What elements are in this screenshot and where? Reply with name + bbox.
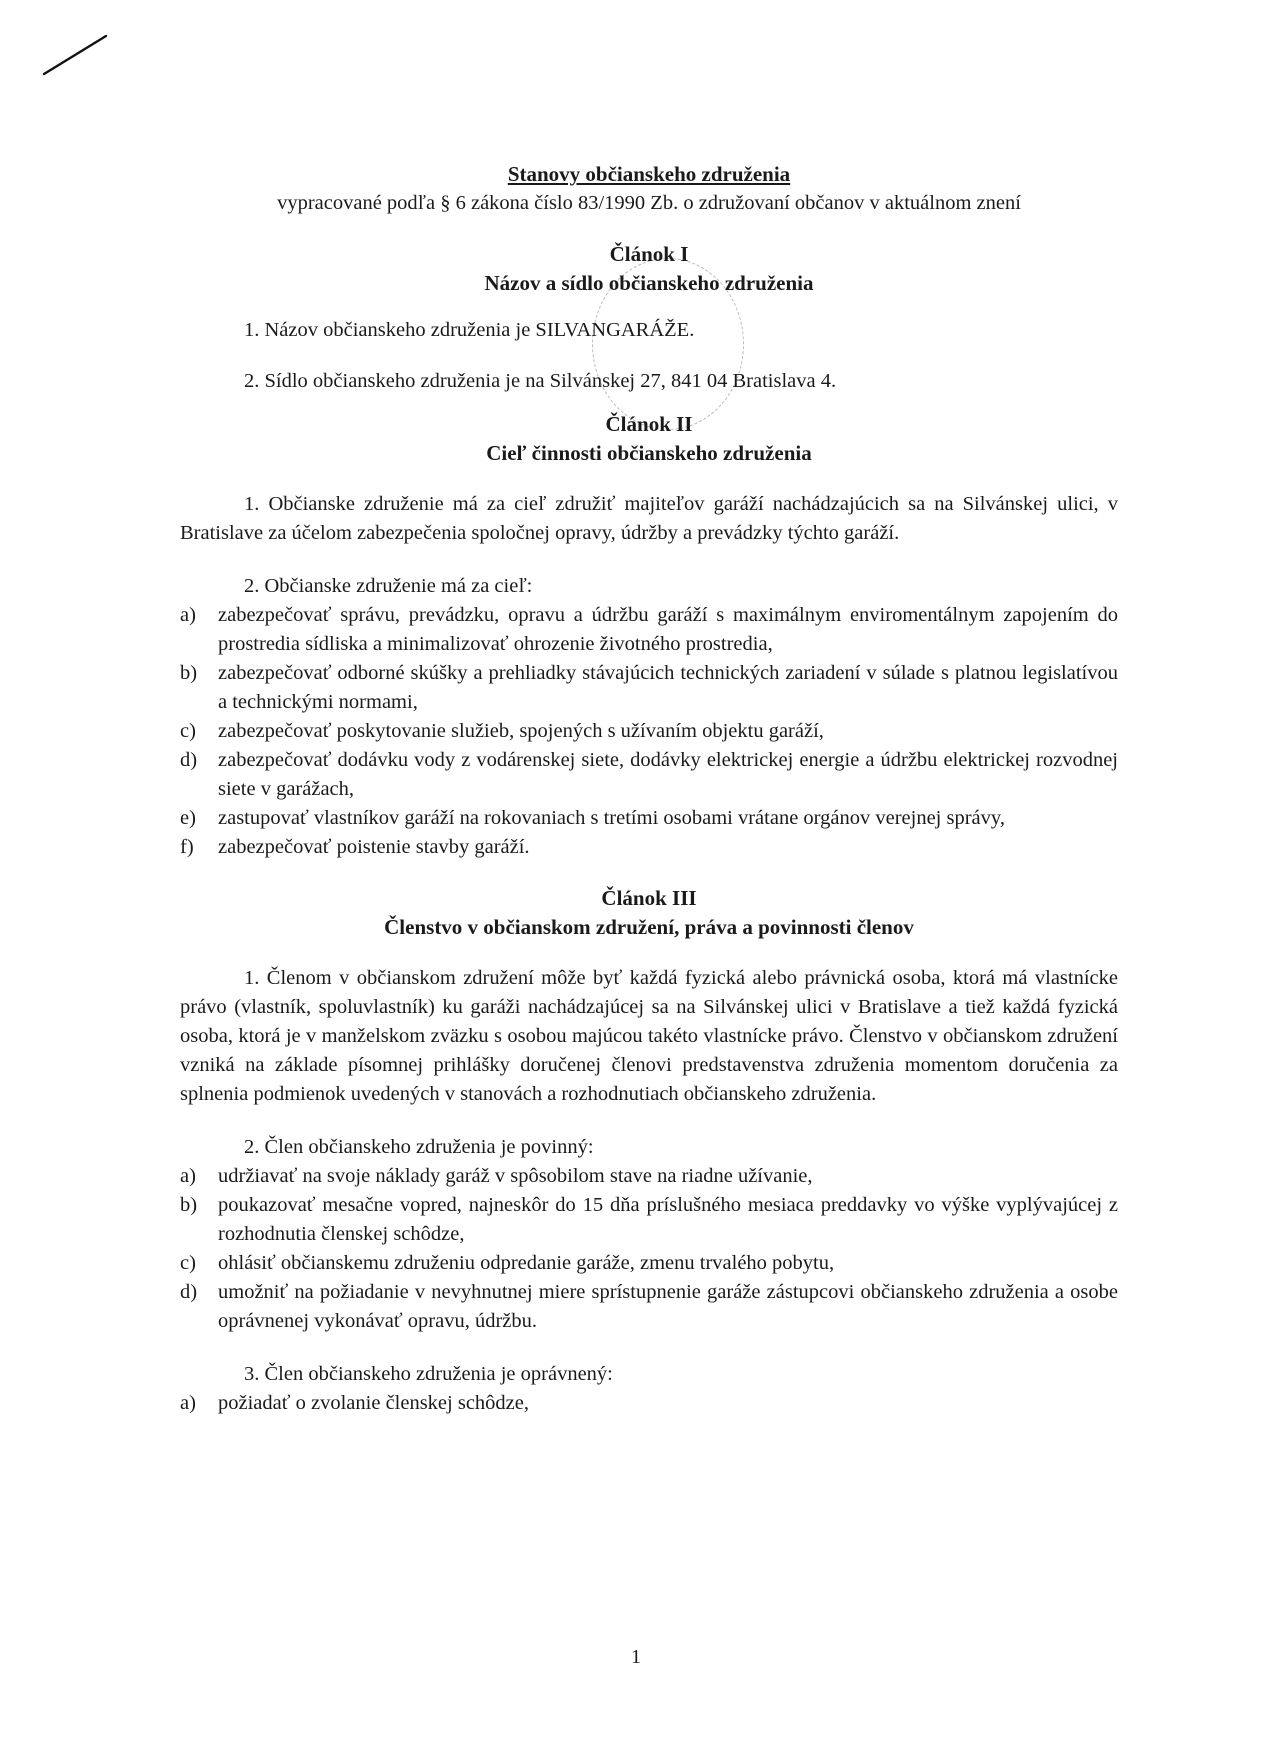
list-item-label: d) (180, 749, 198, 771)
list-item-text: zastupovať vlastníkov garáží na rokovaniach s tretími osobami vrátane orgánov verejnej správy, (218, 807, 1005, 829)
list-item (180, 746, 1118, 804)
article-1-paragraph-1: 1. Názov občianskeho združenia je SILVANGARÁŽE. (244, 319, 695, 341)
article-2-list (180, 601, 1118, 862)
list-item (180, 1191, 1118, 1249)
list-item-label: c) (180, 1252, 196, 1274)
list-item (180, 1249, 1118, 1278)
article-1-number: Článok I (609, 242, 689, 266)
article-3-rights-intro: 3. Člen občianskeho združenia je oprávnený: (244, 1363, 613, 1385)
list-item-label: a) (180, 604, 196, 626)
list-item-label: b) (180, 662, 198, 684)
article-3-paragraph-1: 1. Členom v občianskom združení môže byť každá fyzická alebo právnická osoba, ktorá má vlastnícke právo (vlastník, spoluvlastník) ku garáži nachádzajúcej sa na Silvánskej ulici v Bratislave a tiež každá fyzická osoba, ktorá je v manželskom zväzku s osobou majúcou takéto vlastnícke právo. Členstvo v občianskom združení vzniká na základe písomnej prihlášky doručenej členovi predstavenstva združenia momentom doručenia za splnenia podmienok uvedených v stanovách a rozhodnutiach občianskeho združenia. (180, 967, 1118, 1105)
article-2-paragraph-1: 1. Občianske združenie má za cieľ združiť majiteľov garáží nachádzajúcich sa na Silvánskej ulici, v Bratislave za účelom zabezpečenia spoločnej opravy, údržby a prevádzky týchto garáží. (180, 493, 1118, 544)
article-2-heading: Cieľ činnosti občianskeho združenia (486, 441, 812, 465)
pen-mark-icon (40, 30, 110, 80)
list-item-text: zabezpečovať dodávku vody z vodárenskej siete, dodávky elektrickej energie a údržbu elektrickej rozvodnej siete v garážach, (218, 749, 1118, 800)
list-item-text: udržiavať na svoje náklady garáž v spôsobilom stave na riadne užívanie, (218, 1165, 813, 1187)
page-number: 1 (631, 1646, 641, 1668)
document-title: Stanovy občianskeho združenia (507, 162, 791, 186)
article-3-duties-list (180, 1162, 1118, 1336)
list-item (180, 659, 1118, 717)
list-item (180, 601, 1118, 659)
list-item (180, 1162, 1118, 1191)
list-item-text: zabezpečovať správu, prevádzku, opravu a údržbu garáží s maximálnym enviromentálnym zapojením do prostredia sídliska a minimalizovať ohrozenie životného prostredia, (218, 604, 1118, 655)
list-item-label: b) (180, 1194, 198, 1216)
list-item-text: ohlásiť občianskemu združeniu odpredanie garáže, zmenu trvalého pobytu, (218, 1252, 835, 1274)
article-3-number: Článok III (601, 886, 697, 910)
article-2-number: Článok II (605, 412, 693, 436)
list-item-text: umožniť na požiadanie v nevyhnutnej miere sprístupnenie garáže zástupcovi občianskeho združenia a osobe oprávnenej vykonávať opravu, údržbu. (218, 1281, 1118, 1332)
article-3-rights-list (180, 1389, 1118, 1418)
article-1-paragraph-2: 2. Sídlo občianskeho združenia je na Silvánskej 27, 841 04 Bratislava 4. (244, 370, 837, 392)
list-item-label: f) (180, 836, 194, 858)
list-item (180, 1389, 1118, 1418)
list-item-text: zabezpečovať poistenie stavby garáží. (218, 836, 530, 858)
list-item-label: d) (180, 1281, 198, 1303)
list-item-label: c) (180, 720, 196, 742)
list-item-label: a) (180, 1165, 196, 1187)
list-item-label: a) (180, 1392, 196, 1414)
list-item-text: požiadať o zvolanie členskej schôdze, (218, 1392, 530, 1414)
list-item (180, 804, 1118, 833)
list-item (180, 833, 1118, 862)
article-3-duties-intro: 2. Člen občianskeho združenia je povinný: (244, 1136, 594, 1158)
list-item-text: zabezpečovať poskytovanie služieb, spojených s užívaním objektu garáží, (218, 720, 824, 742)
list-item (180, 717, 1118, 746)
article-2-list-intro: 2. Občianske združenie má za cieľ: (244, 575, 533, 597)
list-item-label: e) (180, 807, 196, 829)
list-item (180, 1278, 1118, 1336)
list-item-text: zabezpečovať odborné skúšky a prehliadky stávajúcich technických zariadení v súlade s platnou legislatívou a technickými normami, (218, 662, 1118, 713)
document-body (180, 160, 1118, 1418)
article-1-heading: Názov a sídlo občianskeho združenia (484, 271, 814, 295)
list-item-text: poukazovať mesačne vopred, najneskôr do 15 dňa príslušného mesiaca preddavky vo výške vyplývajúcej z rozhodnutia členskej schôdze, (218, 1194, 1118, 1245)
document-subtitle: vypracované podľa § 6 zákona číslo 83/1990 Zb. o združovaní občanov v aktuálnom znení (277, 192, 1021, 214)
article-3-heading: Členstvo v občianskom združení, práva a povinnosti členov (384, 915, 914, 939)
